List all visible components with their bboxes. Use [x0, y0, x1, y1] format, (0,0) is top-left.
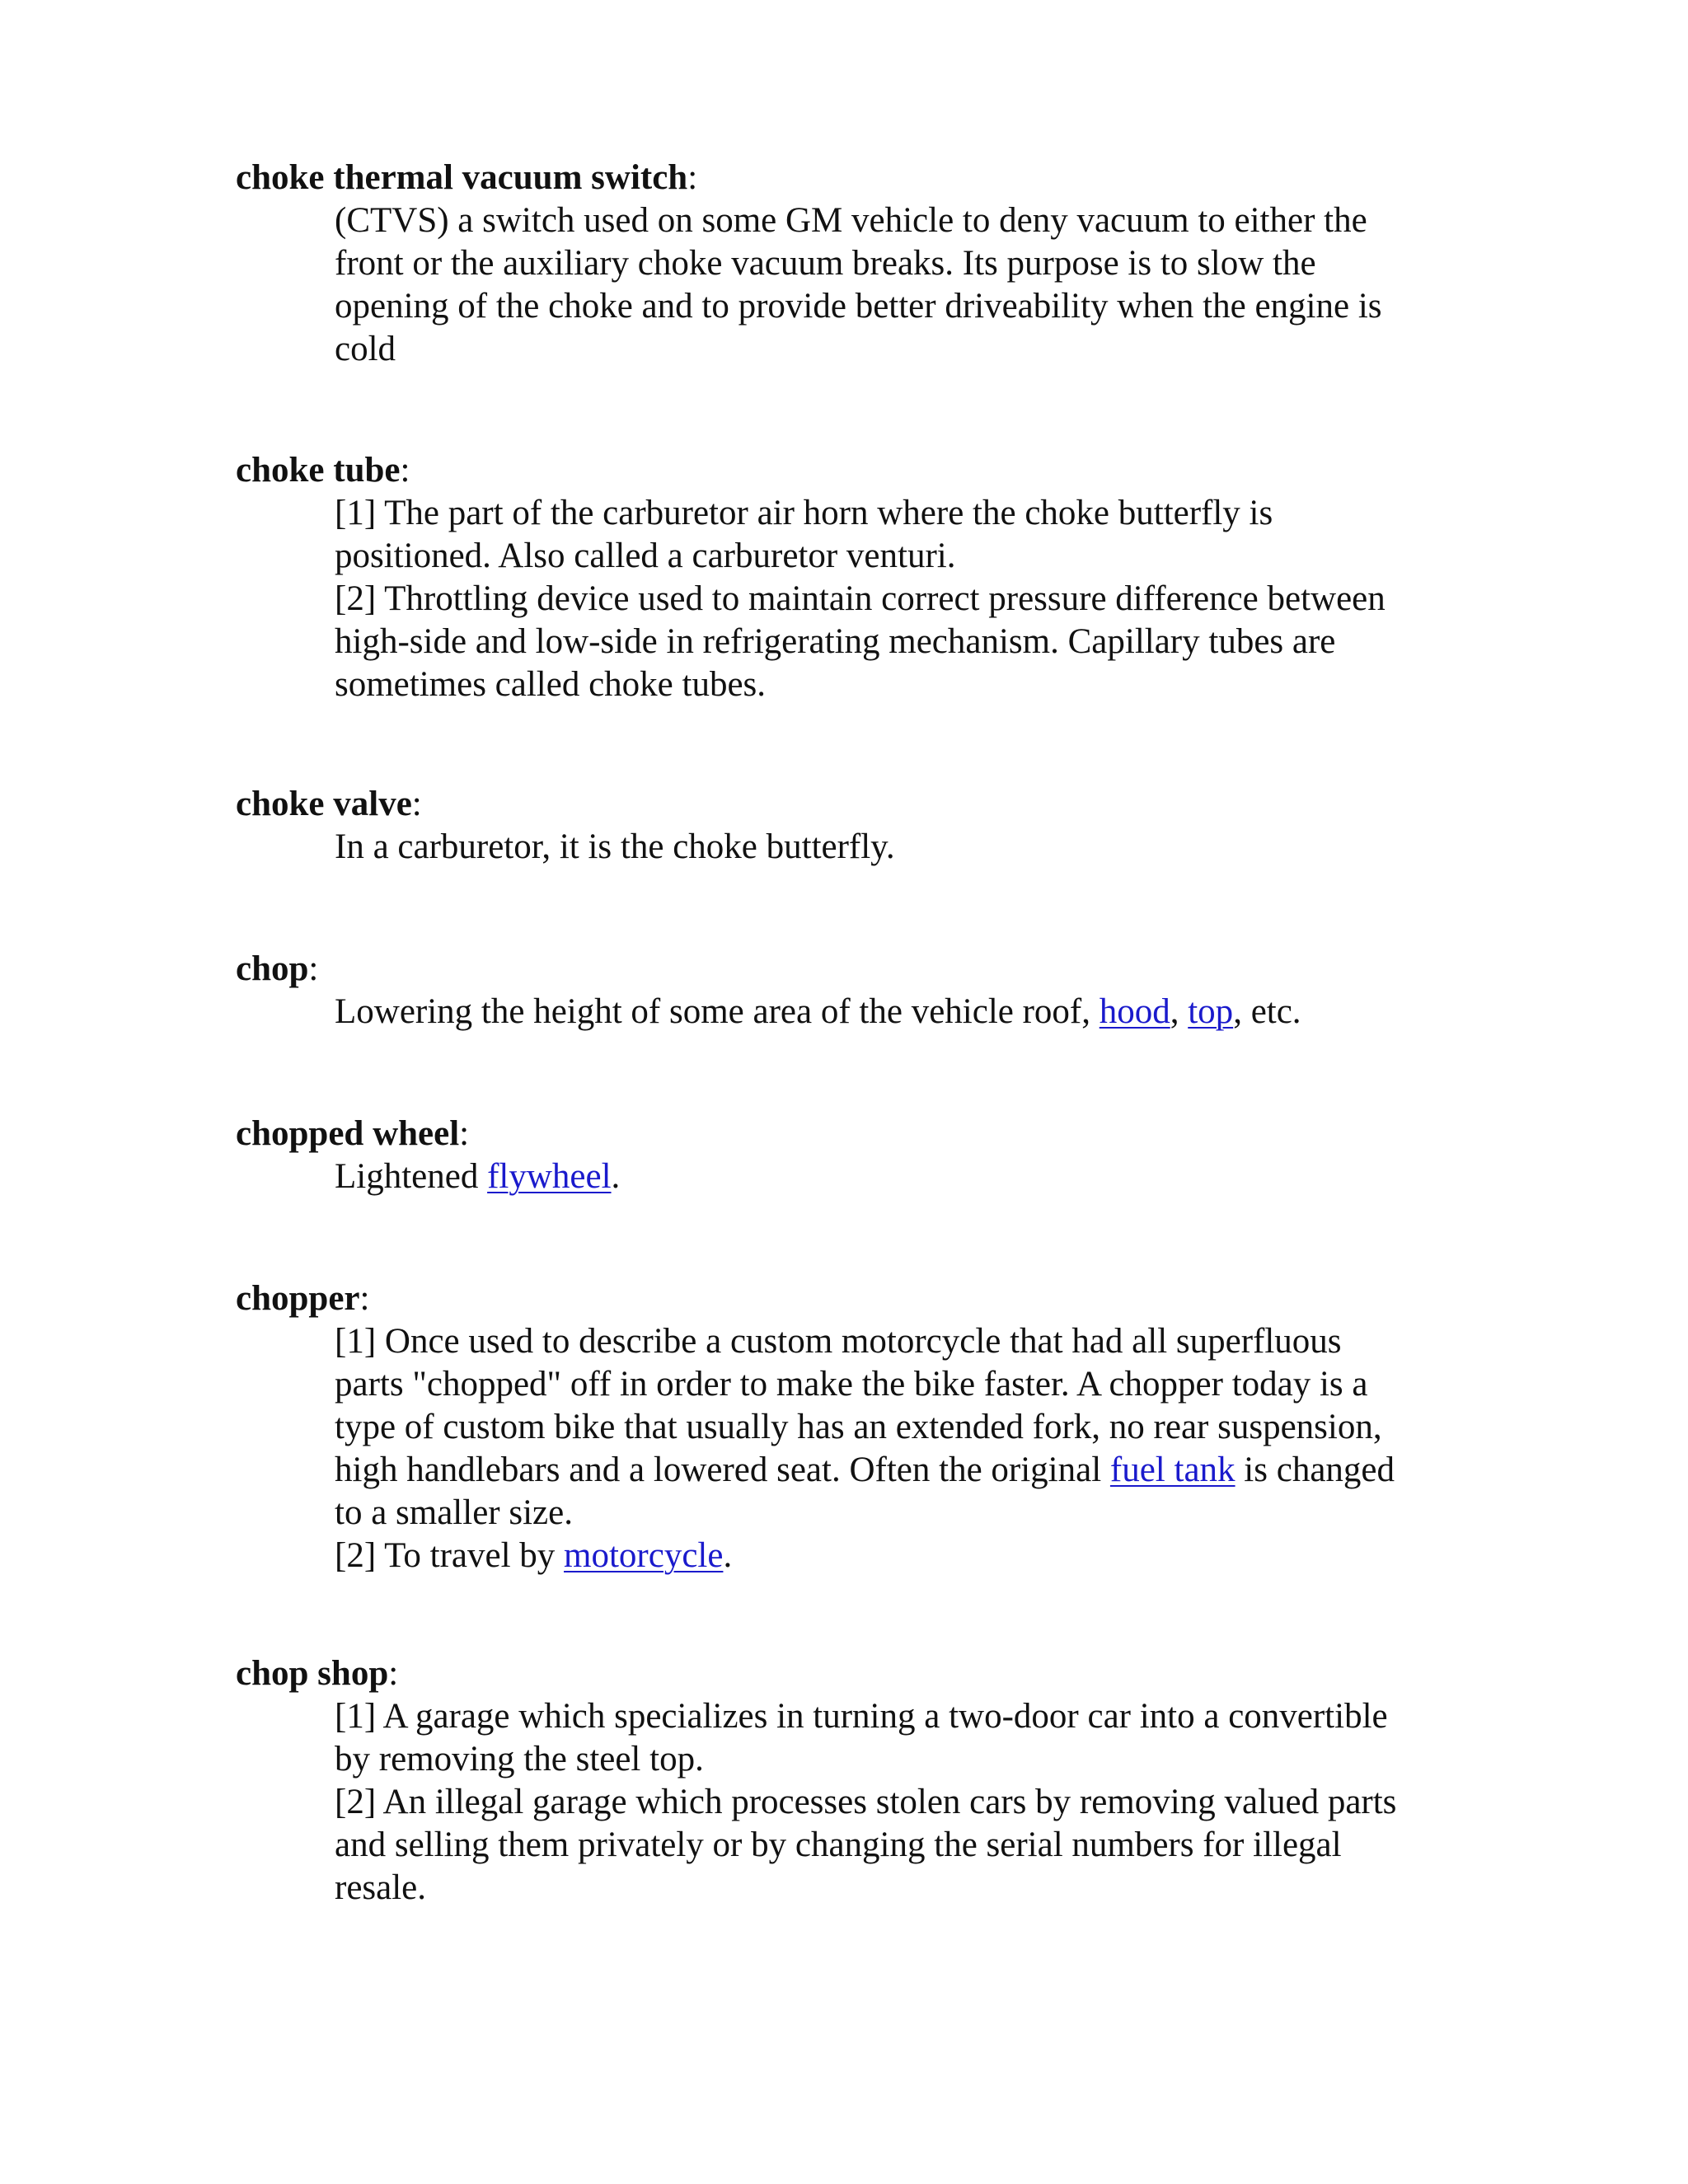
- definition-text: resale.: [335, 1868, 427, 1907]
- definition-line: [335, 826, 1472, 869]
- definition-line: [335, 1824, 1472, 1867]
- definition-text: (CTVS) a switch used on some GM vehicle to deny vacuum to either the: [335, 201, 1367, 240]
- entry-heading: [236, 1277, 1472, 1320]
- entry-term-colon: :: [411, 785, 422, 823]
- entry-term-colon: :: [359, 1279, 370, 1318]
- definition-text: .: [611, 1157, 621, 1196]
- definition-text: [2] An illegal garage which processes stolen cars by removing valued parts: [335, 1783, 1397, 1821]
- glossary-entry: [236, 948, 1472, 1033]
- entry-definition: [335, 826, 1472, 869]
- entry-definition: [335, 1320, 1472, 1577]
- cross-reference-link[interactable]: hood: [1099, 992, 1170, 1031]
- definition-line: [335, 1363, 1472, 1406]
- entry-term: chopper: [236, 1279, 360, 1318]
- definition-line: [335, 535, 1472, 578]
- definition-line: [335, 663, 1472, 706]
- definition-text: cold: [335, 330, 396, 368]
- definition-text: opening of the choke and to provide better driveability when the engine is: [335, 287, 1382, 326]
- definition-text: Lowering the height of some area of the vehicle roof,: [335, 992, 1100, 1031]
- definition-text: [2] Throttling device used to maintain correct pressure difference between: [335, 579, 1386, 618]
- definition-text: positioned. Also called a carburetor venturi.: [335, 537, 956, 575]
- definition-text: , etc.: [1233, 992, 1301, 1031]
- definition-line: [335, 1781, 1472, 1824]
- entry-heading: [236, 948, 1472, 991]
- entry-term: choke tube: [236, 451, 401, 490]
- definition-text: [2] To travel by: [335, 1536, 565, 1575]
- glossary-entry: [236, 1652, 1472, 1910]
- entry-term-colon: :: [687, 158, 698, 197]
- definition-text: parts "chopped" off in order to make the bike faster. A chopper today is a: [335, 1365, 1368, 1404]
- definition-text: [1] Once used to describe a custom motorcycle that had all superfluous: [335, 1322, 1342, 1361]
- definition-line: [335, 199, 1472, 242]
- definition-text: In a carburetor, it is the choke butterfly.: [335, 827, 895, 866]
- definition-text: ,: [1170, 992, 1189, 1031]
- definition-line: [335, 578, 1472, 621]
- definition-line: [335, 1695, 1472, 1738]
- entry-term: chop shop: [236, 1654, 389, 1693]
- definition-text: by removing the steel top.: [335, 1740, 704, 1779]
- definition-line: [335, 242, 1472, 285]
- entry-term: choke valve: [236, 785, 412, 823]
- entry-heading: [236, 783, 1472, 826]
- definition-line: [335, 285, 1472, 328]
- glossary-entry: [236, 1277, 1472, 1577]
- definition-text: high-side and low-side in refrigerating mechanism. Capillary tubes are: [335, 622, 1336, 661]
- definition-text: .: [723, 1536, 733, 1575]
- entry-heading: [236, 1652, 1472, 1695]
- entry-definition: [335, 492, 1472, 706]
- definition-line: [335, 991, 1472, 1033]
- cross-reference-link[interactable]: top: [1188, 992, 1234, 1031]
- definition-line: [335, 1738, 1472, 1781]
- definition-text: type of custom bike that usually has an extended fork, no rear suspension,: [335, 1408, 1382, 1446]
- entry-definition: [335, 1155, 1472, 1198]
- definition-text: high handlebars and a lowered seat. Often the original: [335, 1451, 1110, 1489]
- entry-heading: [236, 1113, 1472, 1155]
- definition-text: [1] The part of the carburetor air horn where the choke butterfly is: [335, 494, 1273, 532]
- definition-line: [335, 492, 1472, 535]
- glossary-entry: [236, 783, 1472, 869]
- definition-line: [335, 328, 1472, 371]
- entry-term-colon: :: [388, 1654, 399, 1693]
- definition-text: [1] A garage which specializes in turning a two-door car into a convertible: [335, 1697, 1388, 1736]
- entry-term: choke thermal vacuum switch: [236, 158, 688, 197]
- entry-term-colon: :: [308, 949, 319, 988]
- definition-text: sometimes called choke tubes.: [335, 665, 767, 704]
- cross-reference-link[interactable]: motorcycle: [564, 1536, 724, 1575]
- definition-text: and selling them privately or by changing the serial numbers for illegal: [335, 1825, 1342, 1864]
- definition-text: is changed: [1235, 1451, 1395, 1489]
- cross-reference-link[interactable]: fuel tank: [1109, 1451, 1236, 1489]
- definition-text: Lightened: [335, 1157, 488, 1196]
- glossary-entry: [236, 1113, 1472, 1198]
- definition-line: [335, 1492, 1472, 1535]
- definition-line: [335, 621, 1472, 663]
- entry-term-colon: :: [459, 1114, 470, 1153]
- definition-line: [335, 1535, 1472, 1577]
- entry-definition: [335, 1695, 1472, 1910]
- definition-text: to a smaller size.: [335, 1493, 573, 1532]
- definition-line: [335, 1867, 1472, 1910]
- entry-heading: [236, 157, 1472, 199]
- definition-line: [335, 1320, 1472, 1363]
- definition-line: [335, 1449, 1472, 1492]
- entry-term: chop: [236, 949, 309, 988]
- definition-text: front or the auxiliary choke vacuum breaks. Its purpose is to slow the: [335, 244, 1316, 283]
- cross-reference-link[interactable]: flywheel: [487, 1157, 612, 1196]
- entry-term: chopped wheel: [236, 1114, 460, 1153]
- definition-line: [335, 1155, 1472, 1198]
- glossary-entry: [236, 449, 1472, 706]
- entry-definition: [335, 991, 1472, 1033]
- definition-line: [335, 1406, 1472, 1449]
- entry-definition: [335, 199, 1472, 371]
- entry-term-colon: :: [400, 451, 410, 490]
- entry-heading: [236, 449, 1472, 492]
- glossary-entry: [236, 157, 1472, 371]
